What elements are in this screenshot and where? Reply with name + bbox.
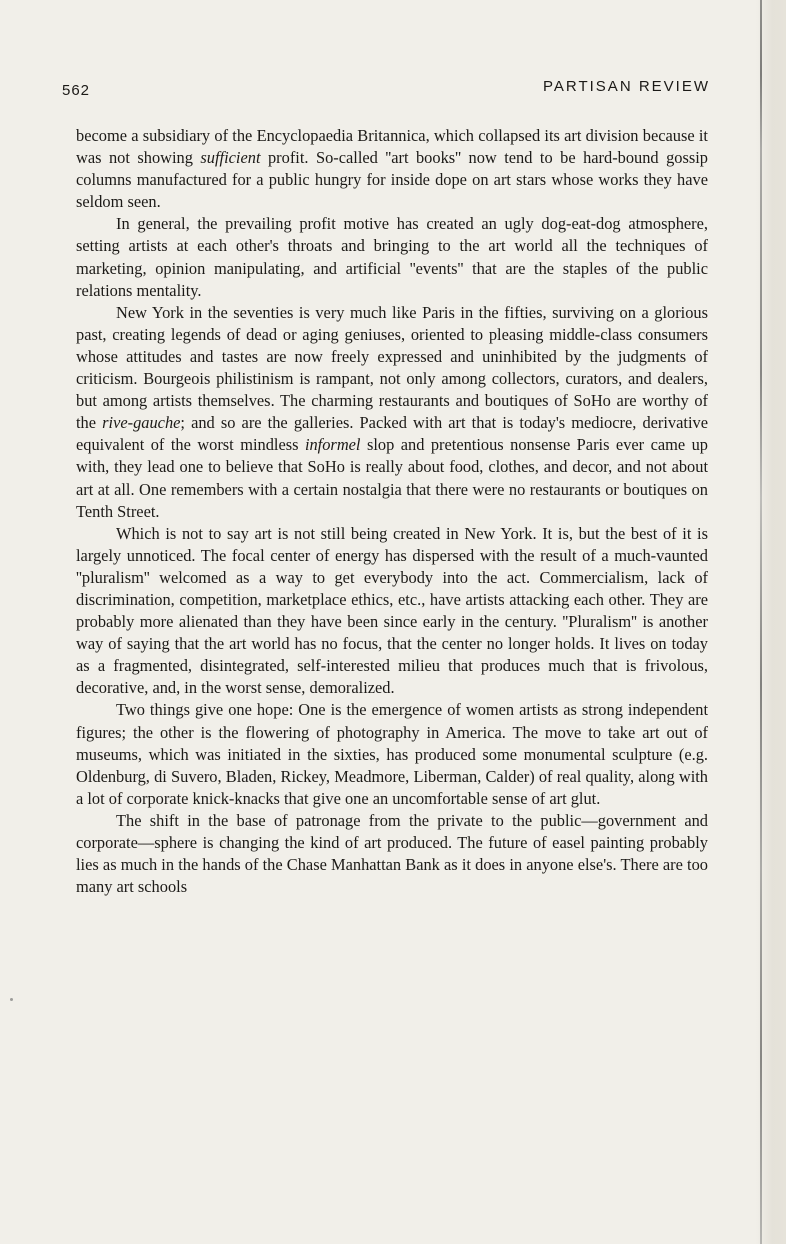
paragraph-1	[76, 125, 708, 213]
page-edge-line	[760, 0, 762, 1244]
paragraph-5: Two things give one hope: One is the emergence of women artists as strong independent figures; the other is the flowering of photography in America. The move to take art out of museums, which was initiated in the sixties, has produced some monumental sculpture (e.g. Oldenburg, di Suvero, Bladen, Rickey, Meadmore, Liberman, Calder) of real quality, along with a lot of corporate knick-knacks that give one an uncomfortable sense of art glut.	[76, 700, 708, 808]
paragraph-3	[76, 302, 708, 523]
paragraph-3-text-c: slop and pretentious nonsense Paris ever came up with, they lead one to believe that SoHo is really about food, clothes, and decor, and not about art at all. One remembers with a certain nostalgia that there were no restaurants or boutiques on Tenth Street.	[76, 435, 708, 521]
italic-word-rive-gauche: rive-gauche	[102, 413, 181, 433]
journal-title: PARTISAN REVIEW	[543, 78, 710, 95]
page-number: 562	[62, 82, 91, 99]
paragraph-3-text-a: New York in the seventies is very much like Paris in the fifties, surviving on a glorious past, creating legends of dead or aging geniuses, oriented to pleasing middle-class consumers whose attitudes and tastes are now freely expressed and uninhibited by the judgments of criticism. Bourgeois philistinism is rampant, not only among collectors, curators, and dealers, but among artists themselves. The charming restaurants and boutiques of SoHo are worthy of the	[76, 302, 708, 433]
italic-word-sufficient: sufficient	[200, 148, 261, 168]
margin-speck	[10, 998, 13, 1001]
paragraph-1-text-b: profit. So-called ''art books'' now tend to be hard-bound gossip columns manufactured for a public hungry for inside dope on art stars whose works they have seldom seen.	[76, 148, 708, 212]
paragraph-4: Which is not to say art is not still being created in New York. It is, but the best of it is largely unnoticed. The focal center of energy has dispersed with the result of a much-vaunted ''pluralism'' welcomed as a way to get everybody into the act. Commercialism, lack of discrimination, competition, marketplace ethics, etc., have artists attacking each other. They are probably more alienated than they have been since early in the century. ''Pluralism'' is another way of saying that the art world has no focus, that the center no longer holds. It lives on today as a fragmented, disintegrated, self-interested milieu that produces much that is frivolous, decorative, and, in the worst sense, demoralized.	[76, 523, 708, 698]
paragraph-6: The shift in the base of patronage from the private to the public—government and corporate—sphere is changing the kind of art produced. The future of easel painting probably lies as much in the hands of the Chase Manhattan Bank as it does in anyone else's. There are too many art schools	[76, 810, 708, 897]
paragraph-1-text-a: become a subsidiary of the Encyclopaedia Britannica, which collapsed its art division because it was not showing	[76, 126, 708, 168]
body-text	[76, 125, 708, 898]
paragraph-2: In general, the prevailing profit motive has created an ugly dog-eat-dog atmosphere, setting artists at each other's throats and bringing to the art world all the techniques of marketing, opinion manipulating, and artificial ''events'' that are the staples of the public relations mentality.	[76, 214, 708, 300]
running-head	[62, 78, 710, 100]
paragraph-3-text-b: ; and so are the galleries. Packed with art that is today's mediocre, derivative equivalent of the worst mindless	[76, 413, 708, 455]
italic-word-informel: informel	[304, 435, 361, 455]
